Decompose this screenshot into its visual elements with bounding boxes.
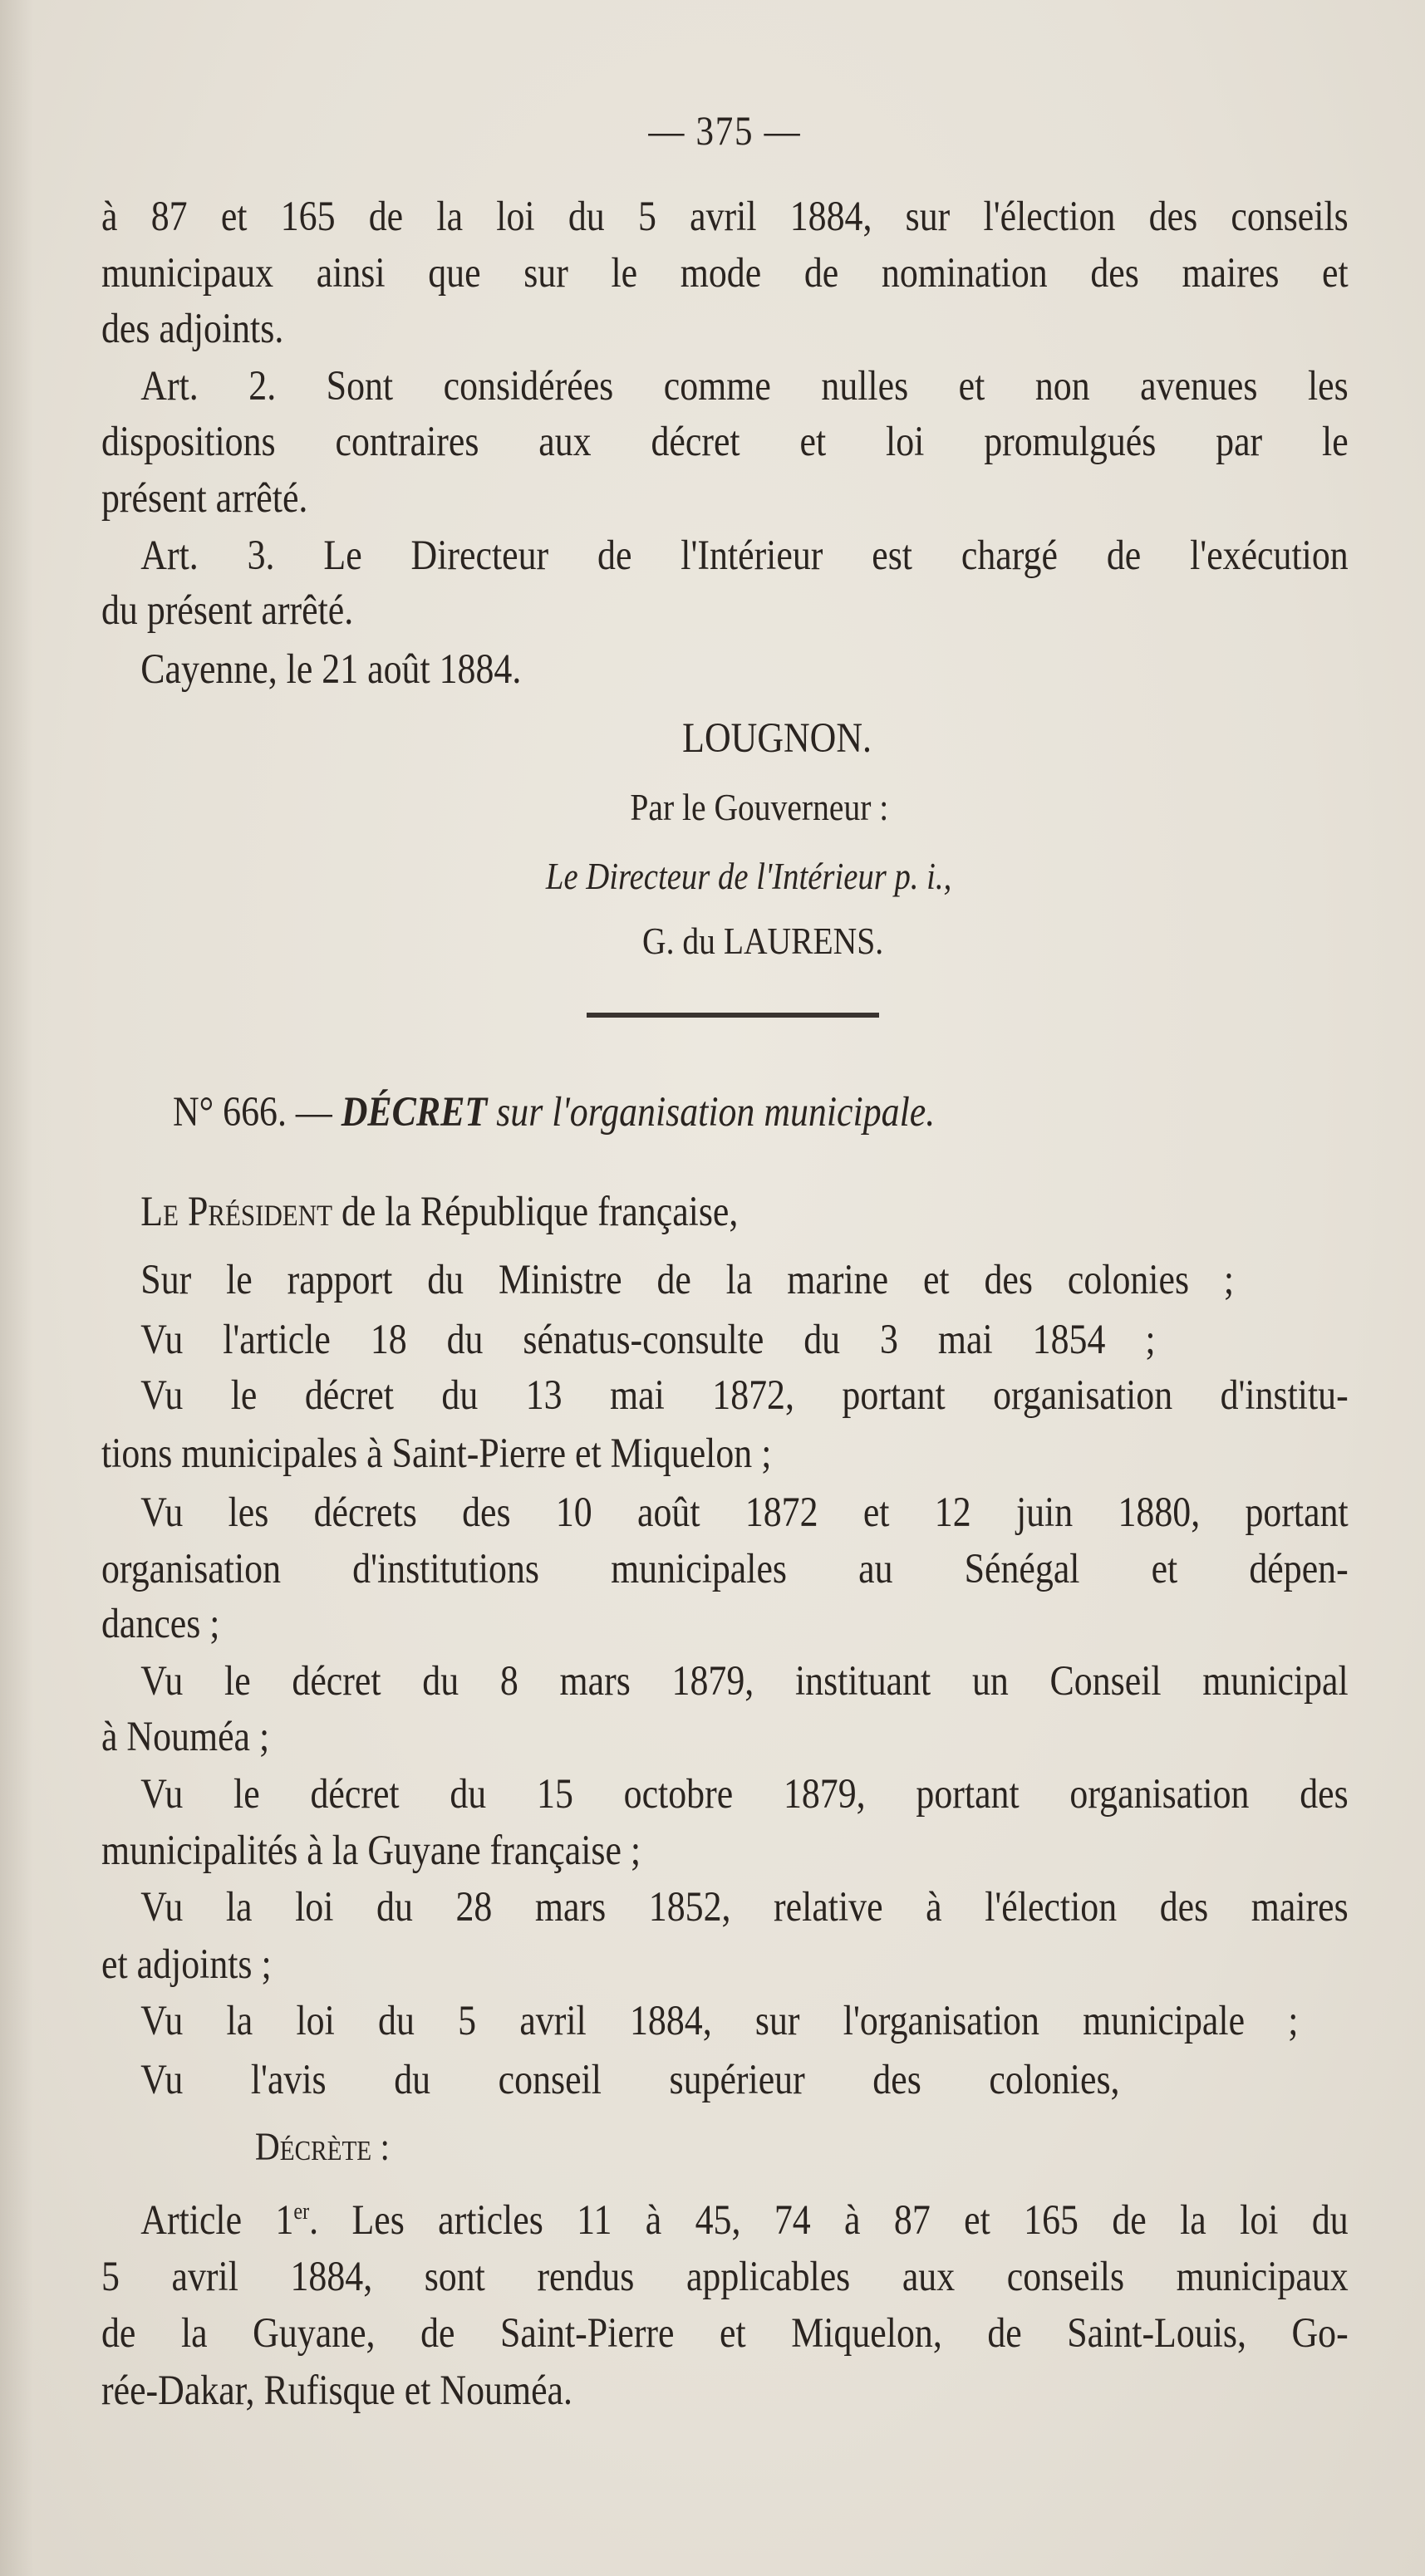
text-line: présent arrêté. xyxy=(101,475,308,522)
text-line: tions municipales à Saint-Pierre et Miquelon ; xyxy=(101,1430,772,1477)
article-1-label: Article 1 xyxy=(140,2197,294,2244)
text-line: Vu le décret du 8 mars 1879, instituant un Conseil municipal xyxy=(140,1658,1349,1705)
text-line: organisation d'institutions municipales au Sénégal et dépen- xyxy=(101,1546,1349,1592)
text-line: Vu l'avis du conseil supérieur des colonies, xyxy=(140,2057,1120,2103)
article-1-superscript: er xyxy=(293,2199,310,2225)
text-line: de la Guyane, de Saint-Pierre et Miquelon, de Saint-Louis, Go- xyxy=(101,2310,1349,2357)
decree-heading xyxy=(173,1088,935,1136)
article-1-line xyxy=(140,2196,1348,2245)
place-date-line: Cayenne, le 21 août 1884. xyxy=(140,646,522,693)
text-line: Sur le rapport du Ministre de la marine et des colonies ; xyxy=(140,1257,1235,1303)
section-divider-rule xyxy=(587,1013,879,1018)
text-line: Vu l'article 18 du sénatus-consulte du 3 mai 1854 ; xyxy=(140,1317,1156,1363)
decree-subject: sur l'organisation municipale. xyxy=(487,1089,936,1136)
director-title: Le Directeur de l'Intérieur p. i., xyxy=(545,856,952,897)
text-line: Vu la loi du 5 avril 1884, sur l'organisation municipale ; xyxy=(140,1998,1299,2044)
par-le-gouverneur: Par le Gouverneur : xyxy=(630,786,889,828)
text-line: rée-Dakar, Rufisque et Nouméa. xyxy=(101,2367,572,2414)
article-2-line: Art. 2. Sont considérées comme nulles et non avenues les xyxy=(140,363,1349,410)
text-line: dispositions contraires aux décret et loi promulgués par le xyxy=(101,419,1349,465)
text-line: et adjoints ; xyxy=(101,1941,272,1988)
decree-number: N° 666. — xyxy=(173,1089,342,1136)
text-line: du présent arrêté. xyxy=(101,587,354,634)
text-line: des adjoints. xyxy=(101,306,284,352)
text-line: à Nouméa ; xyxy=(101,1714,270,1760)
page-number: — 375 — xyxy=(648,107,802,154)
text-line: municipalités à la Guyane française ; xyxy=(101,1828,641,1874)
text-line: dances ; xyxy=(101,1601,220,1647)
page-fold-shadow xyxy=(0,0,33,2576)
text-line: Vu la loi du 28 mars 1852, relative à l'élection des maires xyxy=(140,1884,1349,1931)
signature-lougnon: LOUGNON. xyxy=(682,715,872,762)
decrete-heading: Décrète : xyxy=(254,2125,390,2169)
text-line: municipaux ainsi que sur le mode de nomination des maires et xyxy=(101,250,1349,297)
text-line: 5 avril 1884, sont rendus applicables aux conseils municipaux xyxy=(101,2254,1349,2300)
text-line: Vu les décrets des 10 août 1872 et 12 juin 1880, portant xyxy=(140,1489,1349,1536)
president-line xyxy=(140,1188,738,1236)
text-line: Vu le décret du 13 mai 1872, portant organisation d'institu- xyxy=(140,1372,1349,1419)
president-line-rest: de la République française, xyxy=(332,1189,739,1235)
le-president: Le Président xyxy=(140,1189,332,1235)
signature-du-laurens: G. du LAURENS. xyxy=(642,920,884,962)
text-line: à 87 et 165 de la loi du 5 avril 1884, sur l'élection des conseils xyxy=(101,194,1349,240)
text-line: Vu le décret du 15 octobre 1879, portant organisation des xyxy=(140,1771,1349,1818)
article-3-line: Art. 3. Le Directeur de l'Intérieur est chargé de l'exécution xyxy=(140,532,1349,579)
decree-label: DÉCRET xyxy=(341,1089,488,1136)
article-1-text: . Les articles 11 à 45, 74 à 87 et 165 de la loi du xyxy=(309,2197,1349,2244)
